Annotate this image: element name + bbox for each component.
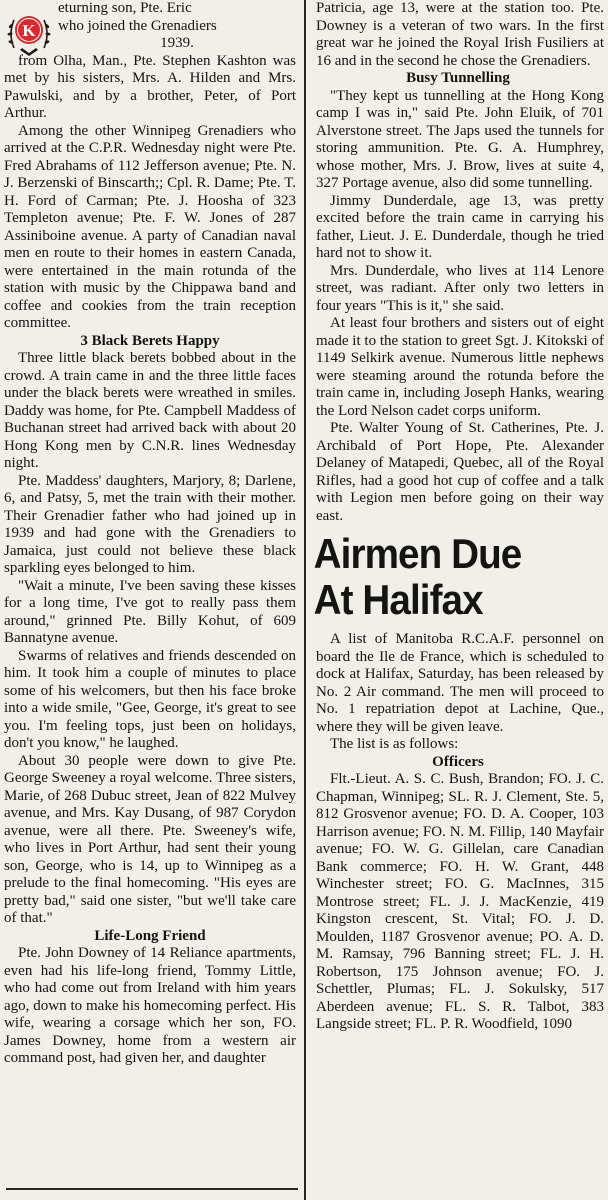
paragraph: Three little black berets bobbed about in the crowd. A train came in and the three little faces under the black berets were wreathed in smiles. Daddy was home, for Pte. Campbell Maddess of Buchanan street had arrived back with about 20 Hong Kong men by C.N.R. lines Wednesday night. xyxy=(4,350,296,471)
paragraph: Pte. John Downey of 14 Reliance apartments, even had his life-long friend, Tommy Little, who had come out from Ireland with him years ago, down to make his homecoming perfect. His wife, wearing a corsage which her son, FO. James Downey, home from a western air command post, had given her, and daughter xyxy=(4,945,296,1066)
lead-line-1: eturning son, Pte. Eric xyxy=(58,0,192,16)
paragraph: A list of Manitoba R.C.A.F. personnel on board the Ile de France, which is scheduled to dock at Halifax, Saturday, has been released by No. 2 Air command. The men will proceed to No. 1 repatriation depot at Lachine, Que., where they will be given leave. xyxy=(316,631,604,735)
paragraph: Jimmy Dunderdale, age 13, was pretty excited before the train came in carrying his father, Lieut. J. E. Dunderdale, though he tried hard not to show it. xyxy=(316,192,604,261)
paragraph: from Olha, Man., Pte. Stephen Kashton was met by his sisters, Mrs. A. Hilden and Mrs. Pawulski, and by a brother, Peter, of Port Arthur. xyxy=(4,52,296,121)
lead-line-3: 1939. xyxy=(160,35,194,51)
paragraph: At least four brothers and sisters out of eight made it to the station to greet Sgt. J. Kitokski of 1149 Selkirk avenue. Numerous little nephews were steaming around the rotunda before the train came in, including Joseph Hanks, wearing the Lord Nelson cadet corps uniform. xyxy=(316,315,604,419)
headline-line-2: At Halifax xyxy=(313,576,483,623)
paragraph: Mrs. Dunderdale, who lives at 114 Lenore street, was radiant. After only two letters in four years "This is it," she said. xyxy=(316,262,604,314)
right-column xyxy=(310,0,606,1034)
paragraph: Patricia, age 13, were at the station too. Pte. Downey is a veteran of two wars. In the first great war he joined the Royal Irish Fusiliers at 16 and in the second he chose the Grenadiers. xyxy=(316,0,604,69)
lead-block xyxy=(0,0,300,53)
logo-letter: K xyxy=(22,21,36,40)
paragraph: "Wait a minute, I've been saving these kisses for a long time, I've got to really pass them around," grinned Pte. Billy Kohut, of 609 Bannatyne avenue. xyxy=(4,577,296,646)
paragraph: Pte. Walter Young of St. Catherines, Pte. J. Archibald of Port Hope, Pte. Alexander Delaney of Matapedi, Quebec, all of the Royal Rifles, had a good hot cup of coffee and a talk with Legion men before going on their way east. xyxy=(316,420,604,524)
paragraph: "They kept us tunnelling at the Hong Kong camp I was in," said Pte. John Eluik, of 701 Alverstone street. The Japs used the tunnels for storing ammunition. Pte. G. A. Humphrey, whose mother, Mrs. J. Brow, lives at suite 4, 327 Portage avenue, also did some tunnelling. xyxy=(316,87,604,191)
paragraph: About 30 people were down to give Pte. George Sweeney a royal welcome. Three sisters, Marie, of 268 Dubuc street, Jean of 822 Mulvey avenue, and Mrs. Kay Dusang, of 987 Corydon avenue, were all there. Pte. Sweeney's wife, who lives in Port Arthur, had sent their young son, George, who is 14, up to Winnipeg as a prelude to the final homecoming. "His eyes are pretty bad," said one sister, "but we'll take care of that." xyxy=(4,752,296,926)
paragraph: Swarms of relatives and friends descended on him. It took him a couple of minutes to place some of his welcomers, but then his face broke into a wide smile, "Gee, George, it's great to see you. I'm feeling tops, just been on holidays, don't you know," he laughed. xyxy=(4,647,296,751)
paragraph: The list is as follows: xyxy=(330,736,459,752)
lead-line-2: who joined the Grenadiers xyxy=(58,17,217,34)
subheading-officers: Officers xyxy=(432,753,484,770)
subheading-black-berets: 3 Black Berets Happy xyxy=(80,332,220,349)
left-column xyxy=(0,0,300,1068)
paragraph: Among the other Winnipeg Grenadiers who arrived at the C.P.R. Wednesday night were Pte. Fred Abrahams of 112 Jefferson avenue; Pte. N. J. Berzenski of Binscarth;; Cpl. R. Dame; Pte. T. H. Ford of Carman; Pte. J. Hoosha of 323 Templeton avenue; Pte. F. W. Jones of 287 Assiniboine avenue. A party of Canadian naval men en route to their homes in eastern Canada, were entertained in the main rotunda of the station with music by the Chippawa band and coffee and cookies from the train reception committee. xyxy=(4,122,296,331)
subheading-busy-tunnelling: Busy Tunnelling xyxy=(406,70,510,86)
headline-line-1: Airmen Due xyxy=(313,530,522,577)
bottom-rule xyxy=(6,1188,298,1190)
paragraph: Pte. Maddess' daughters, Marjory, 8; Darlene, 6, and Patsy, 5, met the train with their mother. Their Grenadier father who had joined up in 1939 and had gone with the Grenadiers to Jamaica, just could not believe these black sparkling eyes belonged to him. xyxy=(4,472,296,576)
officers-list: Flt.-Lieut. A. S. C. Bush, Brandon; FO. J. C. Chapman, Winnipeg; SL. R. J. Clement, Ste. 5, 812 Grosvenor avenue; FO. D. A. Cooper, 103 Harrison avenue; FO. N. M. Fillip, 140 Mayfair avenue; FO. W. G. Gillelan, care Canadian Bank commerce; FO. H. W. Grant, 448 Winchester street; FO. G. MacInnes, 315 Montrose street; FL. J. J. MacKenzie, 419 Kingston crescent, St. Vital; FO. J. D. Moulden, 1187 Grosvenor avenue; PO. A. D. M. Ramsay, 796 Banning street; FL. J. H. Robertson, 175 Johnson avenue; FO. J. Schettler, Plumas; FL. J. Sokulsky, 517 Aberdeen avenue; FL. S. R. Talbot, 383 Langside street; FL. P. R. Woodfield, 1090 xyxy=(316,771,604,1032)
column-divider xyxy=(304,0,306,1200)
subheading-life-long-friend: Life-Long Friend xyxy=(94,927,206,944)
